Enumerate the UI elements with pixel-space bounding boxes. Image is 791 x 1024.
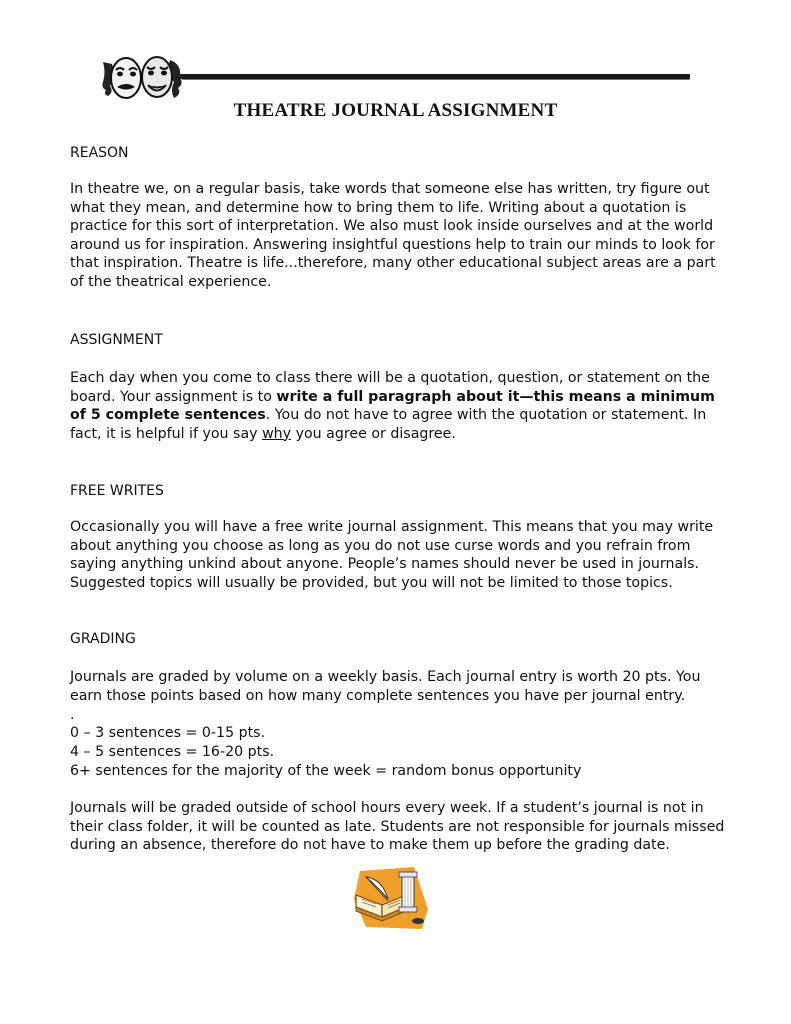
grading-closing-paragraph: Journals will be graded outside of school hours every week. If a student’s journal is not in their class folder, it will be counted as late. Students are not responsible for journals missed during an absence, therefore do not have to make them up before the grading date. [70, 800, 725, 854]
free-writes-paragraph: Occasionally you will have a free write journal assignment. This means that you may write about anything you choose as long as you do not use curse words and you refrain from saying anything unkind about anyone. People’s names should never be used in journals. Suggested topics will usually be provided, but you will not be limited to those topics. [70, 519, 714, 591]
page-title: THEATRE JOURNAL ASSIGNMENT [233, 100, 558, 121]
assignment-heading: ASSIGNMENT [70, 332, 163, 348]
grading-scale-item: 6+ sentences for the majority of the week = random bonus opportunity [70, 763, 582, 779]
grading-dot: . [70, 707, 75, 723]
grading-heading: GRADING [70, 631, 136, 647]
theatre-masks-icon [100, 54, 186, 104]
reason-paragraph: In theatre we, on a regular basis, take words that someone else has written, try figure out what they mean, and determine how to bring them to life. Writing about a quotation is practice for this sort of interpretation. We also must look inside ourselves and at the world around us for inspiration. Answering insightful questions help to train our minds to look for that inspiration. Theatre is life...therefore, many other educational subject areas are a part of the theatrical experience. [70, 181, 716, 290]
assignment-requirement: write a full paragraph about it—this means a minimum of 5 complete sentences [70, 388, 715, 424]
reason-heading: REASON [70, 145, 129, 161]
header-rule-shadow [182, 79, 690, 80]
grading-paragraph: Journals are graded by volume on a weekly basis. Each journal entry is worth 20 pts. You earn those points based on how many complete sentences you have per journal entry. [70, 669, 701, 704]
grading-scale-item: 0 – 3 sentences = 0-15 pts. [70, 725, 266, 741]
grading-scale-item: 4 – 5 sentences = 16-20 pts. [70, 744, 275, 760]
assignment-text-2: . You do not have to agree with the quotation or statement. In fact, it is helpful if you say [70, 407, 707, 442]
assignment-text-3: you agree or disagree. [291, 425, 456, 442]
assignment-emphasis: why [262, 425, 292, 442]
book-and-quill-icon [352, 865, 432, 931]
assignment-paragraph [70, 369, 725, 443]
free-writes-heading: FREE WRITES [70, 483, 164, 499]
assignment-text-1: Each day when you come to class there will be a quotation, question, or statement on the board. Your assignment is to [70, 370, 710, 405]
